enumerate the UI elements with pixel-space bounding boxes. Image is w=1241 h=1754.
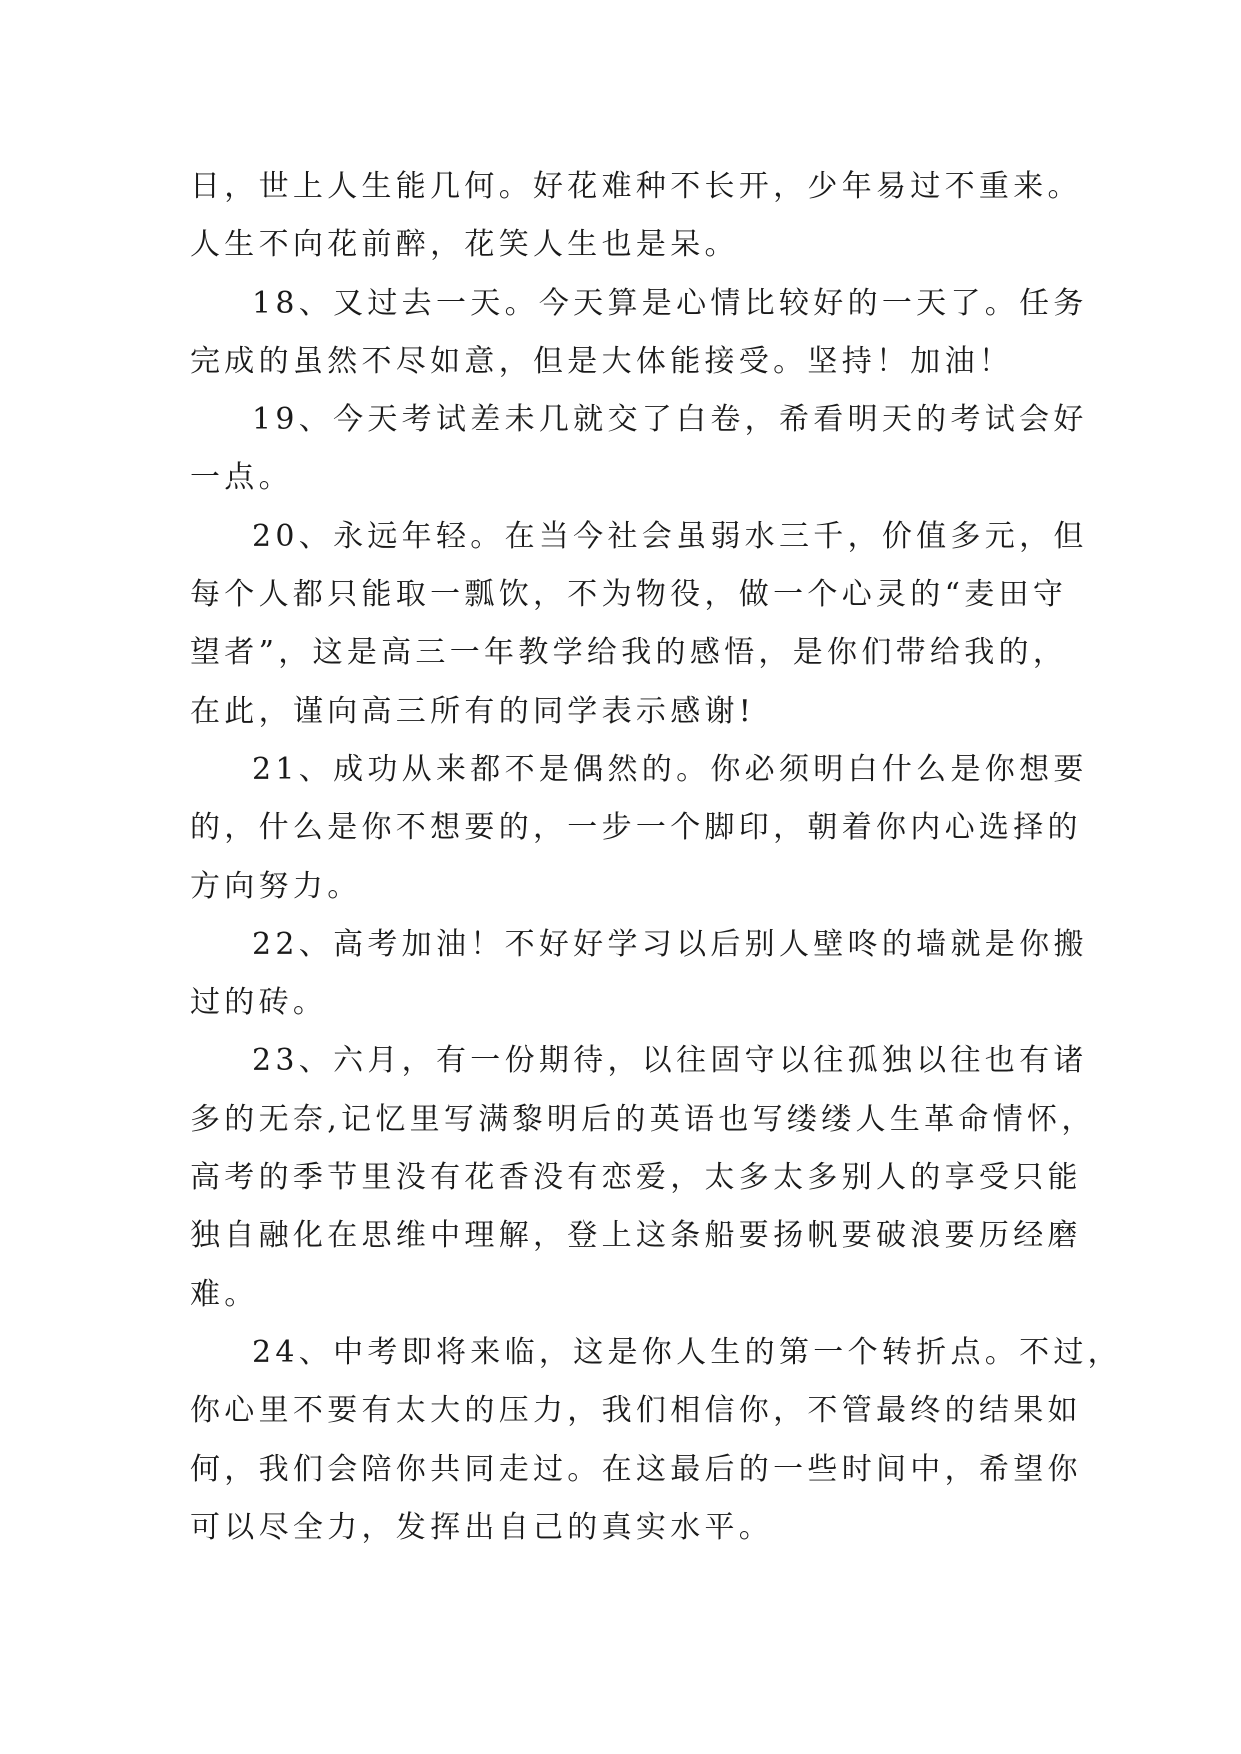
text-line: 何，我们会陪你共同走过。在这最后的一些时间中，希望你 (190, 1451, 1082, 1487)
text-line: 20、永远年轻。在当今社会虽弱水三千，价值多元，但 (252, 518, 1088, 554)
paragraph-item-22 (190, 916, 1088, 1033)
text-line: 日，世上人生能几何。好花难种不长开，少年易过不重来。 (190, 169, 1082, 204)
paragraph-item-23 (190, 1032, 1096, 1323)
text-line: 在此，谨向高三所有的同学表示感谢! (190, 693, 756, 729)
text-line: 高考的季节里没有花香没有恋爱，太多太多别人的享受只能 (190, 1160, 1082, 1196)
text-line: 19、今天考试差未几就交了白卷，希看明天的考试会好 (252, 402, 1088, 438)
text-line: 18、又过去一天。今天算是心情比较好的一天了。任务 (252, 285, 1088, 321)
paragraph-item-21 (190, 741, 1088, 916)
text-line: 完成的虽然不尽如意，但是大体能接受。坚持！加油！ (190, 343, 1014, 379)
paragraph-item-24 (190, 1324, 1122, 1557)
text-line: 独自融化在思维中理解，登上这条船要扬帆要破浪要历经磨 (190, 1218, 1082, 1254)
text-line: 22、高考加油！不好好学习以后别人壁咚的墙就是你搬 (252, 926, 1088, 962)
text-line: 一点。 (190, 460, 293, 496)
text-line: 方向努力。 (190, 868, 362, 904)
text-line: 过的砖。 (190, 985, 328, 1021)
text-line: 多的无奈,记忆里写满黎明后的英语也写缕缕人生革命情怀， (190, 1101, 1096, 1137)
paragraph-17-continuation (190, 158, 1082, 275)
text-line: 21、成功从来都不是偶然的。你必须明白什么是你想要 (252, 751, 1088, 787)
text-line: 望者”，这是高三一年教学给我的感悟，是你们带给我的， (190, 635, 1068, 671)
paragraph-item-20 (190, 508, 1088, 741)
paragraph-item-18 (190, 275, 1088, 392)
text-line: 的，什么是你不想要的，一步一个脚印，朝着你内心选择的 (190, 810, 1082, 846)
text-line: 你心里不要有太大的压力，我们相信你，不管最终的结果如 (190, 1393, 1082, 1429)
text-line: 23、六月，有一份期待，以往固守以往孤独以往也有诸 (252, 1043, 1088, 1079)
text-line: 可以尽全力，发挥出自己的真实水平。 (190, 1509, 774, 1545)
paragraph-item-19 (190, 391, 1088, 508)
document-body (190, 158, 1122, 1557)
text-line: 人生不向花前醉，花笑人生也是呆。 (190, 227, 739, 263)
text-line: 24、中考即将来临，这是你人生的第一个转折点。不过， (252, 1334, 1122, 1370)
text-line: 每个人都只能取一瓢饮，不为物役，做一个心灵的“麦田守 (190, 577, 1068, 613)
text-line: 难。 (190, 1276, 259, 1312)
